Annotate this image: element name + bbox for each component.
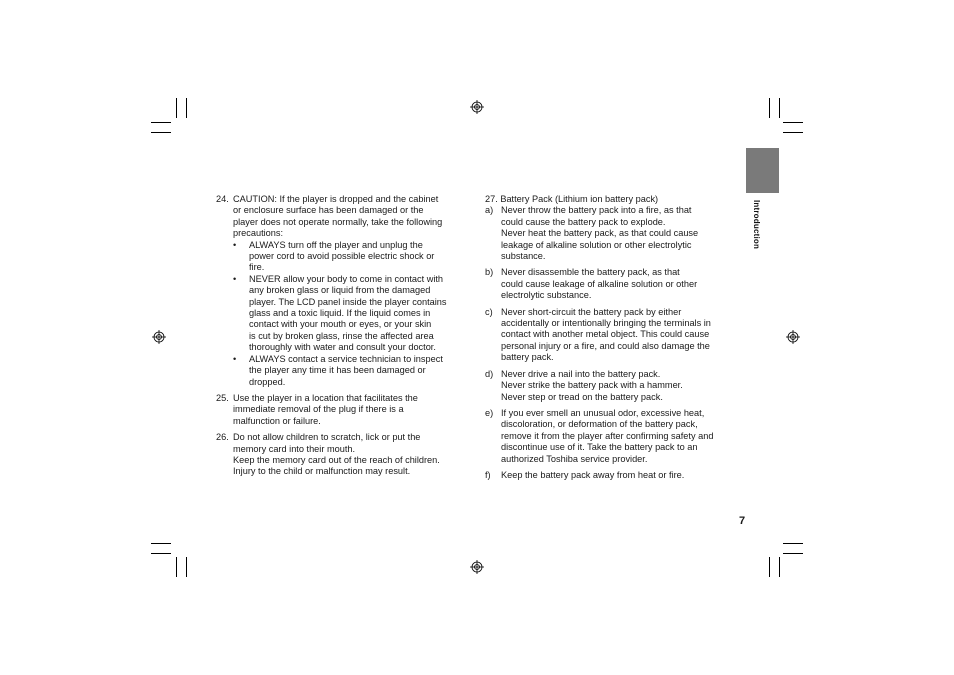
text-line: Never strike the battery pack with a hammer. bbox=[501, 380, 683, 391]
list-item bbox=[216, 194, 474, 388]
sub-item bbox=[485, 205, 741, 262]
page-number: 7 bbox=[739, 515, 746, 527]
crop-mark bbox=[176, 98, 177, 118]
crop-mark bbox=[151, 553, 171, 554]
list-item bbox=[216, 432, 474, 478]
bullet-list bbox=[233, 240, 474, 388]
sub-item-letter: c) bbox=[485, 306, 493, 317]
text-line: could cause the battery pack to explode. bbox=[501, 216, 666, 227]
bullet-icon: • bbox=[233, 239, 237, 250]
item-number: 26. bbox=[216, 432, 229, 443]
text-line: glass and a toxic liquid. If the liquid comes in bbox=[249, 308, 431, 319]
crop-mark bbox=[151, 543, 171, 544]
section-label: Introduction bbox=[752, 200, 761, 250]
text-line: any broken glass or liquid from the damaged bbox=[249, 285, 431, 296]
text-line: power cord to avoid possible electric shock or bbox=[249, 251, 435, 262]
crop-mark bbox=[186, 557, 187, 577]
crop-mark bbox=[151, 122, 171, 123]
crop-mark bbox=[783, 122, 803, 123]
sub-item bbox=[485, 470, 741, 481]
text-line: or enclosure surface has been damaged or the bbox=[233, 205, 424, 216]
text-line: Do not allow children to scratch, lick or put the bbox=[233, 432, 421, 443]
right-column bbox=[485, 194, 741, 486]
text-line: NEVER allow your body to come in contact with bbox=[249, 273, 444, 284]
text-line: contact with another metal object. This could cause bbox=[501, 329, 710, 340]
sub-item bbox=[485, 307, 741, 364]
text-line: Never short-circuit the battery pack by either bbox=[501, 306, 682, 317]
text-line: thoroughly with water and consult your doctor. bbox=[249, 342, 436, 353]
text-line: discontinue use of it. Take the battery pack to an bbox=[501, 442, 698, 453]
text-line: malfunction or failure. bbox=[233, 415, 321, 426]
sub-item bbox=[485, 267, 741, 301]
crop-mark bbox=[186, 98, 187, 118]
text-line: player. The LCD panel inside the player contains bbox=[249, 296, 447, 307]
sub-item-letter: b) bbox=[485, 267, 494, 278]
text-line: contact with your mouth or eyes, or your skin bbox=[249, 319, 432, 330]
registration-mark-icon bbox=[470, 560, 484, 574]
sub-item-letter: f) bbox=[485, 469, 491, 480]
text-line: Use the player in a location that facilitates the bbox=[233, 392, 418, 403]
text-line: precautions: bbox=[233, 228, 284, 239]
list-item bbox=[216, 393, 474, 427]
bullet-icon: • bbox=[233, 353, 237, 364]
crop-mark bbox=[779, 98, 780, 118]
text-line: player does not operate normally, take the following bbox=[233, 216, 443, 227]
text-line: Keep the battery pack away from heat or fire. bbox=[501, 469, 685, 480]
text-line: If you ever smell an unusual odor, excessive heat, bbox=[501, 407, 705, 418]
text-line: Never drive a nail into the battery pack. bbox=[501, 368, 661, 379]
text-line: ALWAYS turn off the player and unplug the bbox=[249, 239, 423, 250]
bullet-item bbox=[233, 354, 474, 388]
text-line: substance. bbox=[501, 251, 546, 262]
text-line: personal injury or a fire, and could also damage the bbox=[501, 340, 710, 351]
crop-mark bbox=[151, 132, 171, 133]
text-line: authorized Toshiba service provider. bbox=[501, 453, 648, 464]
text-line: CAUTION: If the player is dropped and the cabinet bbox=[233, 194, 439, 204]
text-line: Never heat the battery pack, as that could cause bbox=[501, 228, 699, 239]
text-line: Keep the memory card out of the reach of children. bbox=[233, 454, 440, 465]
text-line: the player any time it has been damaged or bbox=[249, 365, 426, 376]
sub-item-letter: d) bbox=[485, 368, 494, 379]
crop-mark bbox=[783, 132, 803, 133]
sub-item bbox=[485, 369, 741, 403]
crop-mark bbox=[783, 543, 803, 544]
text-line: leakage of alkaline solution or other electrolytic bbox=[501, 239, 692, 250]
bullet-icon: • bbox=[233, 273, 237, 284]
sub-item-letter: a) bbox=[485, 205, 494, 216]
text-line: memory card into their mouth. bbox=[233, 443, 356, 454]
registration-mark-icon bbox=[470, 100, 484, 114]
item-number: 25. bbox=[216, 392, 229, 403]
text-line: remove it from the player after confirming safety and bbox=[501, 430, 714, 441]
text-line: electrolytic substance. bbox=[501, 290, 592, 301]
section-tab bbox=[746, 148, 779, 193]
text-line: immediate removal of the plug if there is a bbox=[233, 404, 404, 415]
section-heading: 27. Battery Pack (Lithium ion battery pack) bbox=[485, 194, 659, 204]
registration-mark-icon bbox=[152, 330, 166, 344]
crop-mark bbox=[769, 557, 770, 577]
text-line: Never disassemble the battery pack, as that bbox=[501, 267, 680, 278]
crop-mark bbox=[176, 557, 177, 577]
bullet-item bbox=[233, 274, 474, 354]
bullet-item bbox=[233, 240, 474, 274]
sub-item-letter: e) bbox=[485, 407, 494, 418]
text-line: Injury to the child or malfunction may result. bbox=[233, 466, 411, 477]
text-line: accidentally or intentionally bringing the terminals in bbox=[501, 318, 711, 329]
text-line: ALWAYS contact a service technician to inspect bbox=[249, 353, 443, 364]
item-number: 24. bbox=[216, 194, 229, 204]
text-line: battery pack. bbox=[501, 352, 554, 363]
crop-mark bbox=[769, 98, 770, 118]
sub-item bbox=[485, 408, 741, 465]
registration-mark-icon bbox=[786, 330, 800, 344]
text-line: discoloration, or deformation of the battery pack, bbox=[501, 419, 698, 430]
text-line: could cause leakage of alkaline solution or other bbox=[501, 278, 698, 289]
text-line: Never step or tread on the battery pack. bbox=[501, 391, 663, 402]
crop-mark bbox=[783, 553, 803, 554]
text-line: is cut by broken glass, rinse the affected area bbox=[249, 330, 434, 341]
text-line: Never throw the battery pack into a fire, as that bbox=[501, 205, 692, 216]
text-line: fire. bbox=[249, 262, 265, 273]
text-line: dropped. bbox=[249, 376, 286, 387]
crop-mark bbox=[779, 557, 780, 577]
left-column bbox=[216, 194, 474, 483]
